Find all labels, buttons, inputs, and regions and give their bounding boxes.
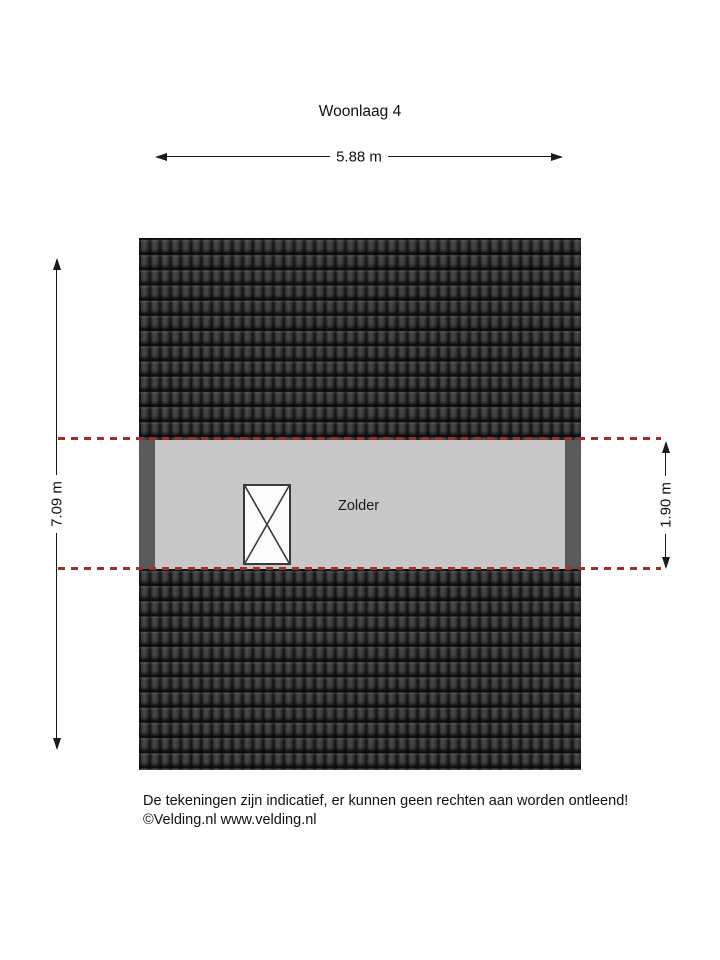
arrow-up-icon bbox=[662, 441, 670, 453]
dimension-total-height-label: 7.09 m bbox=[49, 475, 66, 533]
wall-right bbox=[565, 440, 581, 569]
room-label-zolder: Zolder bbox=[338, 498, 380, 514]
footer-credit: ©Velding.nl www.velding.nl bbox=[143, 812, 317, 828]
dimension-attic-height bbox=[659, 441, 673, 569]
dimension-total-height bbox=[50, 258, 64, 750]
skylight-window-symbol bbox=[243, 484, 291, 565]
dimension-attic-height-label: 1.90 m bbox=[658, 476, 675, 534]
arrow-down-icon bbox=[662, 557, 670, 569]
roof-section-bottom bbox=[139, 569, 581, 770]
arrow-right-icon bbox=[551, 153, 563, 161]
wall-left bbox=[139, 440, 155, 569]
arrow-down-icon bbox=[53, 738, 61, 750]
footer-disclaimer: De tekeningen zijn indicatief, er kunnen geen rechten aan worden ontleend! bbox=[143, 793, 629, 809]
arrow-left-icon bbox=[155, 153, 167, 161]
window-cross-icon bbox=[245, 486, 289, 563]
dashed-section-line-bottom bbox=[58, 567, 661, 570]
dimension-total-width bbox=[155, 150, 563, 164]
dashed-section-line-top bbox=[58, 437, 661, 440]
dimension-total-width-label: 5.88 m bbox=[330, 149, 388, 166]
page-title: Woonlaag 4 bbox=[318, 103, 402, 120]
roof-section-top bbox=[139, 238, 581, 440]
arrow-up-icon bbox=[53, 258, 61, 270]
footer bbox=[143, 792, 628, 830]
